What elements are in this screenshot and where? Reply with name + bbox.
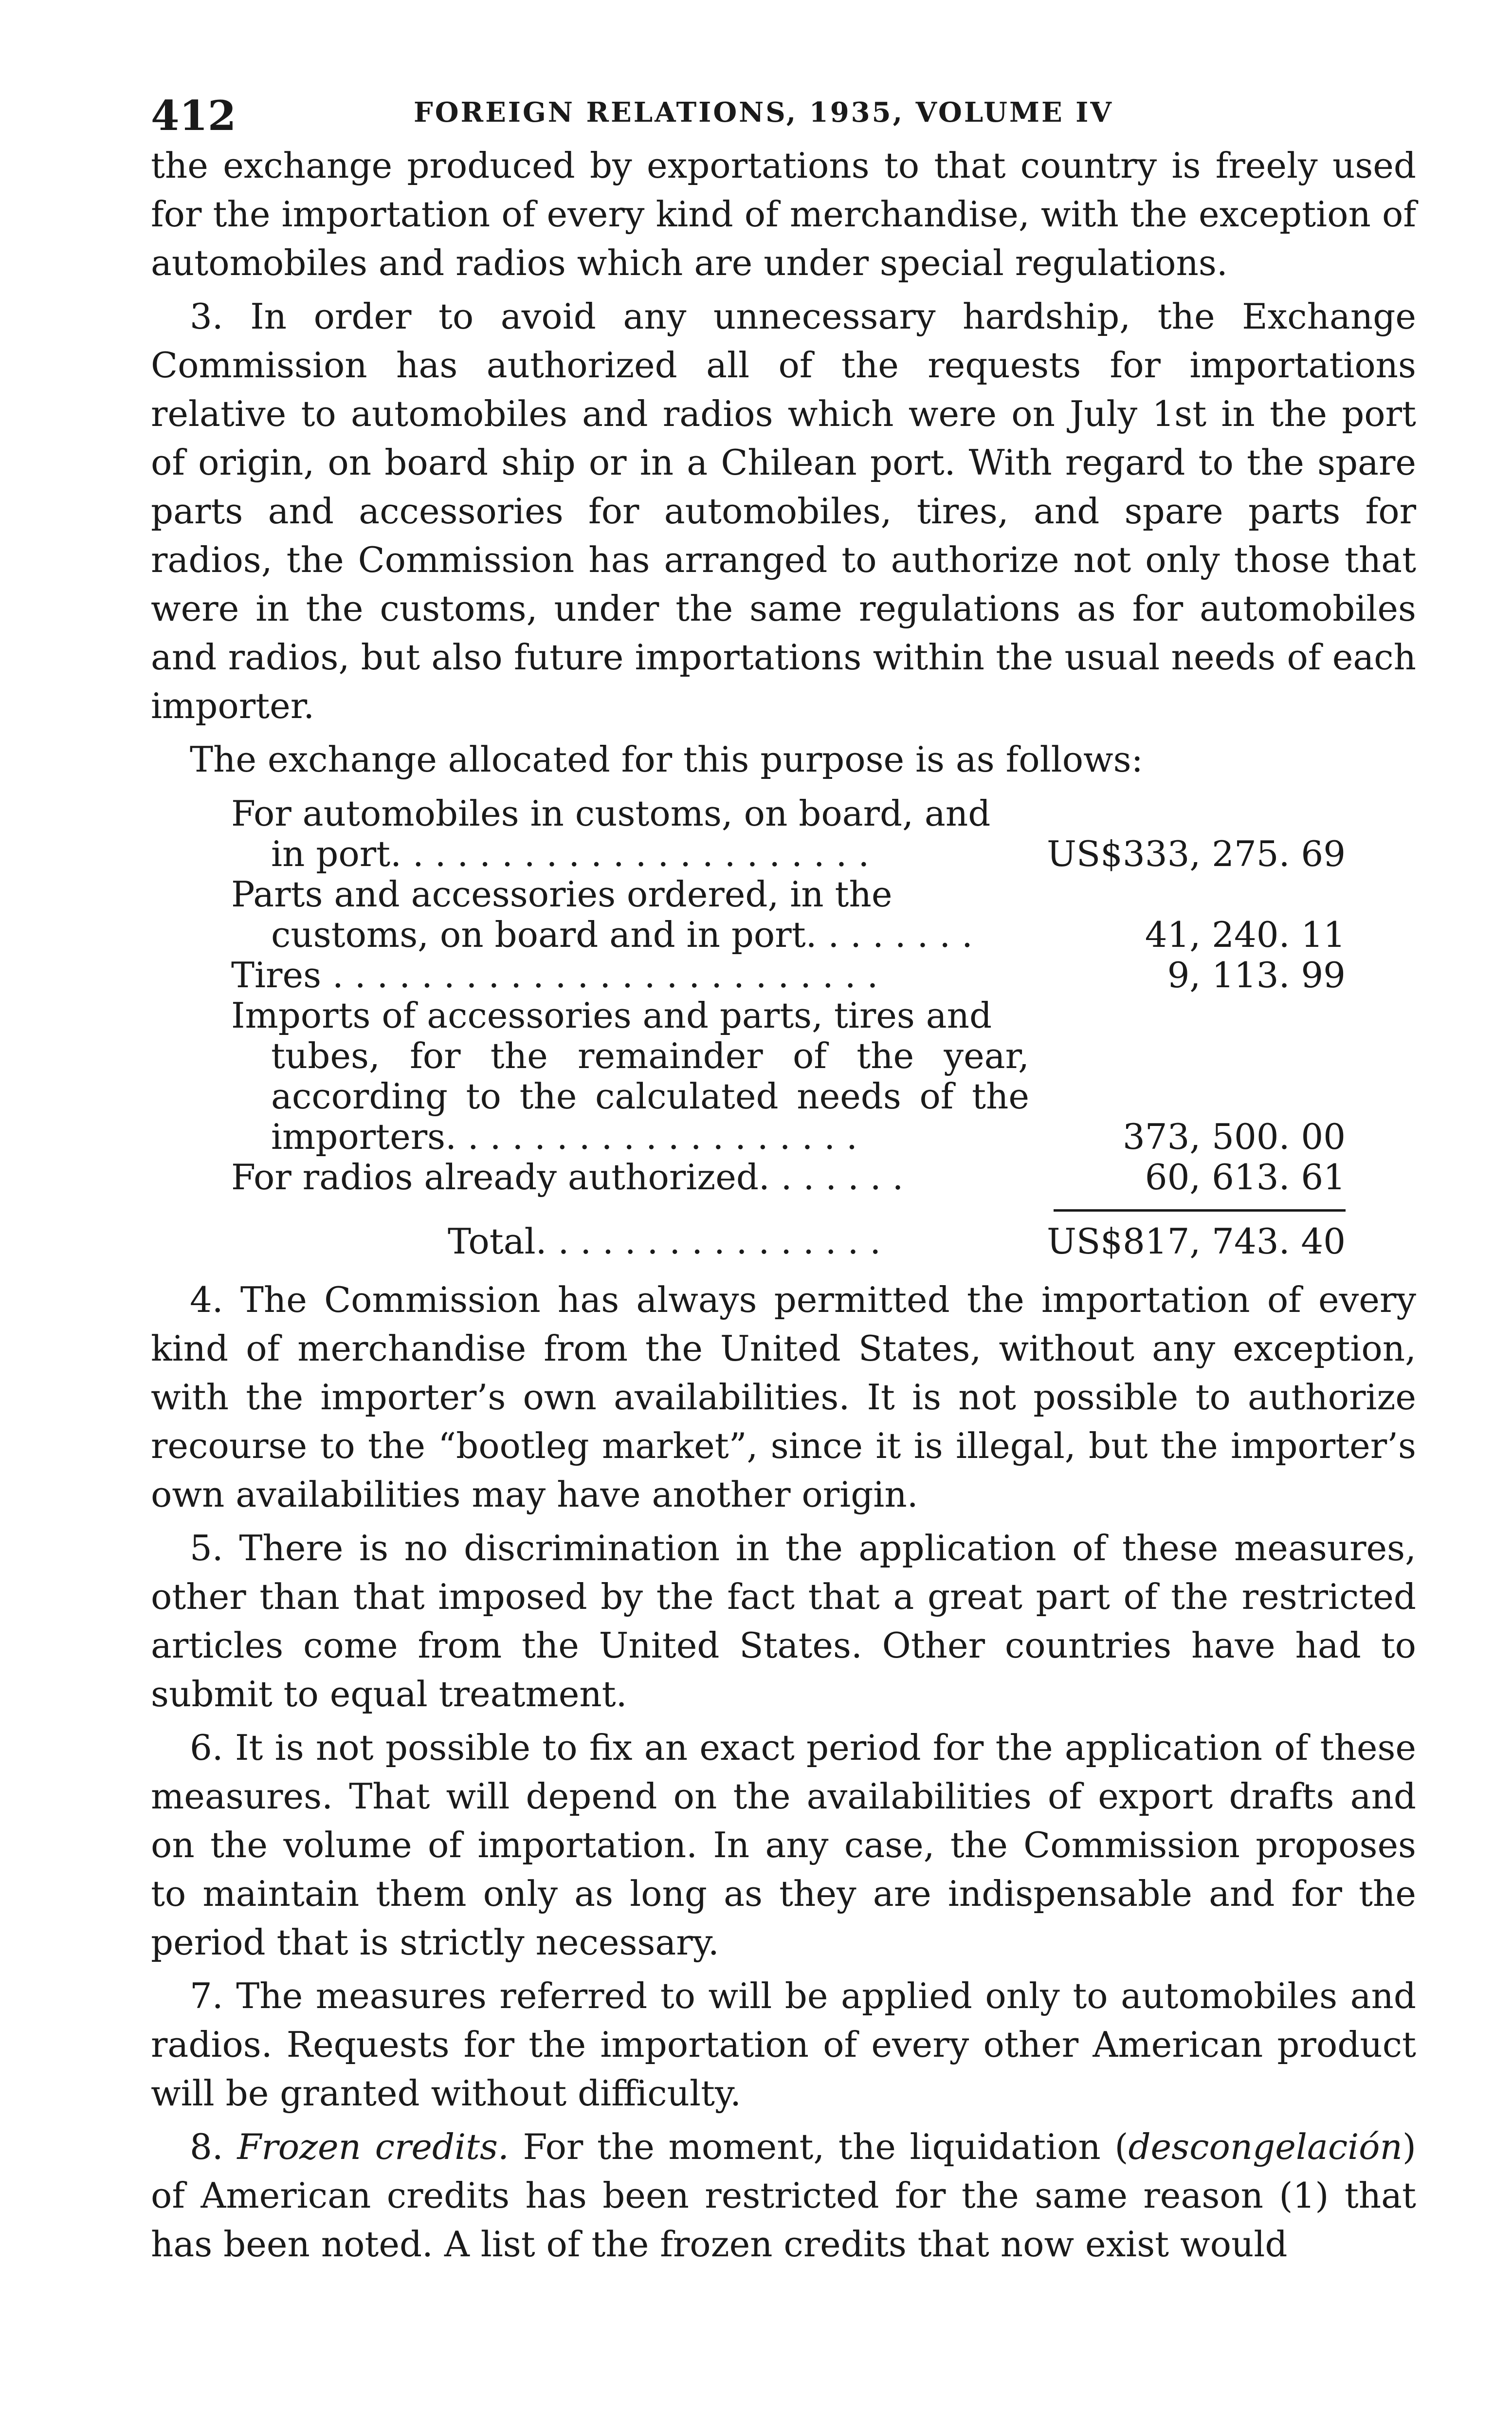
- paragraph-8-text-a: For the moment, the liquidation (: [509, 2126, 1129, 2167]
- row-amount: 41, 240. 11: [1145, 914, 1346, 955]
- total-amount: US$817, 743. 40: [1047, 1221, 1346, 1262]
- table-row: [231, 793, 1346, 874]
- paragraph-8-text-b: ) of American credits has been restricted for the same reason (1) that has been noted. A list of the frozen credits that now exist would: [151, 2126, 1416, 2265]
- allocation-table: [231, 793, 1346, 1262]
- running-head: FOREIGN RELATIONS, 1935, VOLUME IV: [414, 96, 1113, 129]
- row-amount: 9, 113. 99: [1167, 955, 1346, 996]
- page-number: 412: [151, 92, 237, 140]
- paragraph-5: 5. There is no discrimination in the application of these measures, other than that imposed by the fact that a great part of the restricted articles come from the United States. Other countries have had to submit to equal treatment.: [151, 1528, 1416, 1715]
- total-rule: [1054, 1209, 1346, 1212]
- paragraph-6: 6. It is not possible to fix an exact period for the application of these measures. That will depend on the availabilities of export drafts and on the volume of importation. In any case, the Commission proposes to maintain them only as long as they are indispensable and for the period that is strictly necessary.: [151, 1727, 1416, 1963]
- paragraph-8-term: descongelación: [1128, 2126, 1403, 2167]
- total-label: Total. . . . . . . . . . . . . . . .: [448, 1221, 881, 1262]
- row-amount: US$333, 275. 69: [1047, 833, 1346, 874]
- exchange-intro: The exchange allocated for this purpose is as follows:: [190, 739, 1143, 780]
- row-amount: 373, 500. 00: [1122, 1116, 1346, 1157]
- table-row: [231, 955, 1346, 996]
- table-row: [231, 996, 1346, 1157]
- row-description: [231, 874, 1029, 955]
- page-header: [151, 88, 1416, 141]
- table-row: [231, 1157, 1346, 1198]
- paragraph-3: 3. In order to avoid any unnecessary hardship, the Exchange Commission has authorized all of the requests for importations relative to automobiles and radios which were on July 1st in the port of origin, on board ship or in a Chilean port. With regard to the spare parts and accessories for automobiles, tires, and spare parts for radios, the Commission has arranged to authorize not only those that were in the customs, under the same regulations as for automobiles and radios, but also future importations within the usual needs of each importer.: [151, 296, 1416, 726]
- paragraph-8: [151, 2122, 1416, 2268]
- total-row: [231, 1221, 1346, 1262]
- row-description: [231, 1157, 1029, 1198]
- row-description: [231, 996, 1029, 1157]
- paragraph-7: 7. The measures referred to will be applied only to automobiles and radios. Requests for the importation of every other American product will be granted without difficulty.: [151, 1975, 1416, 2114]
- paragraph-8-heading: Frozen credits.: [237, 2126, 509, 2167]
- row-description: [231, 793, 1029, 874]
- row-desc-cont: in port. . . . . . . . . . . . . . . . . . . . . .: [271, 833, 870, 874]
- table-row: [231, 874, 1346, 955]
- row-desc-cont: tubes, for the remainder of the year, according to the calculated needs of the importers. . . . . . . . . . . . . . . . . . .: [271, 1035, 1029, 1157]
- row-amount: 60, 613. 61: [1145, 1157, 1346, 1198]
- document-page: [151, 88, 1416, 2268]
- row-desc-cont: customs, on board and in port. . . . . . . .: [271, 914, 973, 955]
- paragraph-continuation: the exchange produced by exportations to that country is freely used for the importation of every kind of merchandise, with the exception of automobiles and radios which are under special regulations.: [151, 145, 1416, 283]
- row-desc-first: For radios already authorized. . . . . . .: [231, 1157, 904, 1198]
- total-rule-row: [231, 1209, 1346, 1212]
- paragraph-4: 4. The Commission has always permitted the importation of every kind of merchandise from the United States, without any exception, with the importer’s own availabilities. It is not possible to authorize recourse to the “bootleg market”, since it is illegal, but the importer’s own availabilities may have another origin.: [151, 1279, 1416, 1515]
- row-desc-first: Imports of accessories and parts, tires and: [231, 995, 992, 1036]
- row-desc-first: For automobiles in customs, on board, and: [231, 793, 991, 834]
- row-description: [231, 955, 1029, 996]
- row-desc-first: Tires . . . . . . . . . . . . . . . . . . . . . . . . .: [231, 955, 878, 996]
- row-desc-first: Parts and accessories ordered, in the: [231, 874, 893, 915]
- paragraph-8-number: 8.: [190, 2126, 237, 2167]
